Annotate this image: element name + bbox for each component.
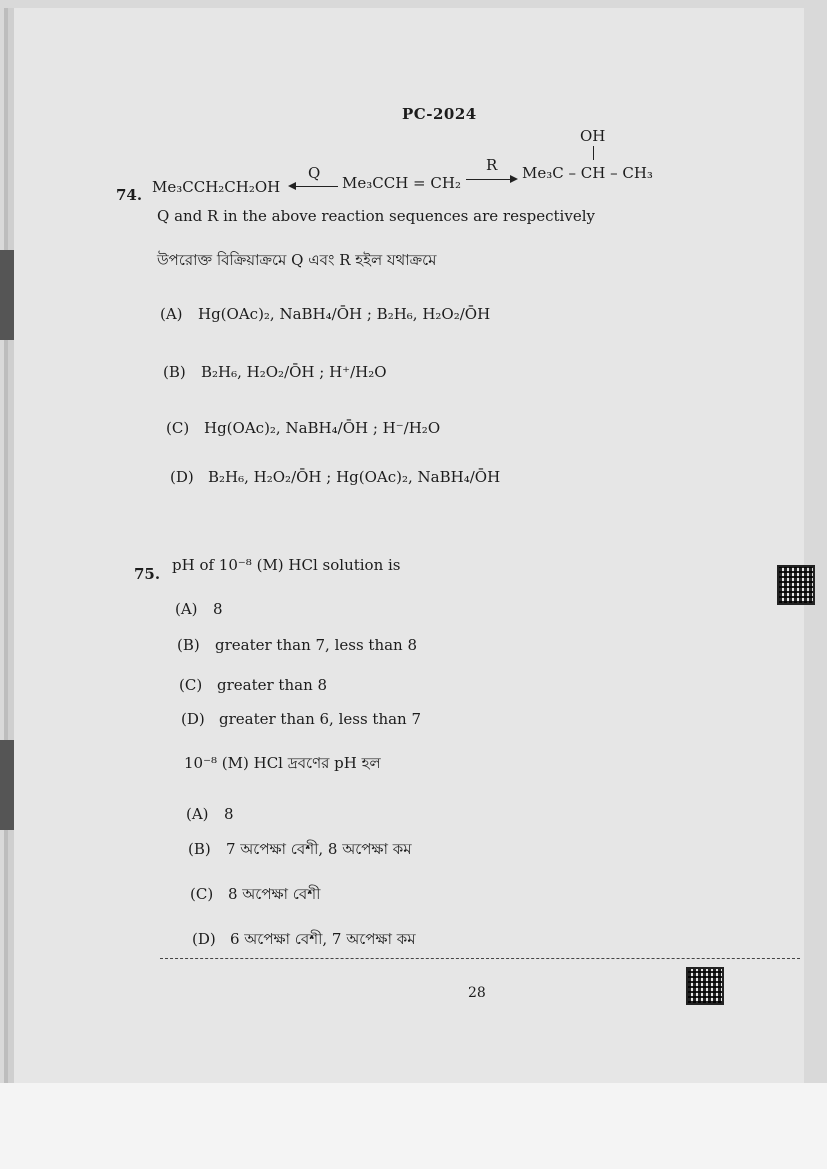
option-b-english: (B) greater than 7, less than 8 (177, 636, 418, 654)
question-text-bengali: উপরোক্ত বিক্রিয়াক্রমে Q এবং R হইল যথাক্রমে (157, 251, 437, 269)
reagent-r-label: R (486, 156, 498, 174)
reaction-product: Me₃C – CH – CH₃ (522, 164, 653, 182)
option-c-english: (C) greater than 8 (179, 676, 328, 694)
option-c-bengali: (C) 8 অপেক্ষা বেশী (190, 885, 321, 903)
page-edge-mark (0, 250, 14, 340)
option-c: (C) Hg(OAc)₂, NaBH₄/ŌH ; H⁻/H₂O (166, 419, 441, 437)
footer-divider (160, 958, 800, 959)
option-d-english: (D) greater than 6, less than 7 (181, 710, 422, 728)
reaction-reactant: Me₃CCH₂CH₂OH (152, 178, 281, 196)
page-edge-mark (0, 740, 14, 830)
question-number: 74. (116, 186, 143, 204)
question-text-bengali: 10⁻⁸ (M) HCl দ্রবণের pH হল (184, 754, 381, 772)
hydroxyl-bond (593, 146, 594, 160)
option-a-bengali: (A) 8 (186, 805, 234, 823)
question-text-english: pH of 10⁻⁸ (M) HCl solution is (172, 556, 401, 574)
option-a-english: (A) 8 (175, 600, 223, 618)
option-d: (D) B₂H₆, H₂O₂/ŌH ; Hg(OAc)₂, NaBH₄/ŌH (170, 468, 501, 486)
qr-code-icon (777, 565, 815, 605)
qr-code-icon (686, 967, 724, 1005)
option-d-bengali: (D) 6 অপেক্ষা বেশী, 7 অপেক্ষা কম (192, 930, 416, 948)
reagent-q-label: Q (308, 164, 321, 182)
question-number: 75. (134, 565, 161, 583)
hydroxyl-label: OH (580, 127, 606, 145)
option-a: (A) Hg(OAc)₂, NaBH₄/ŌH ; B₂H₆, H₂O₂/ŌH (160, 305, 491, 323)
scan-background (0, 1083, 827, 1169)
reaction-intermediate: Me₃CCH = CH₂ (342, 174, 461, 192)
paper-code: PC-2024 (402, 105, 477, 123)
option-b: (B) B₂H₆, H₂O₂/ŌH ; H⁺/H₂O (163, 363, 387, 381)
reaction-arrow-right (466, 179, 516, 180)
reaction-arrow-left (290, 186, 338, 187)
option-b-bengali: (B) 7 অপেক্ষা বেশী, 8 অপেক্ষা কম (188, 840, 412, 858)
exam-page (14, 8, 804, 1083)
question-text-english: Q and R in the above reaction sequences are respectively (157, 207, 595, 225)
page-number: 28 (468, 985, 486, 1001)
